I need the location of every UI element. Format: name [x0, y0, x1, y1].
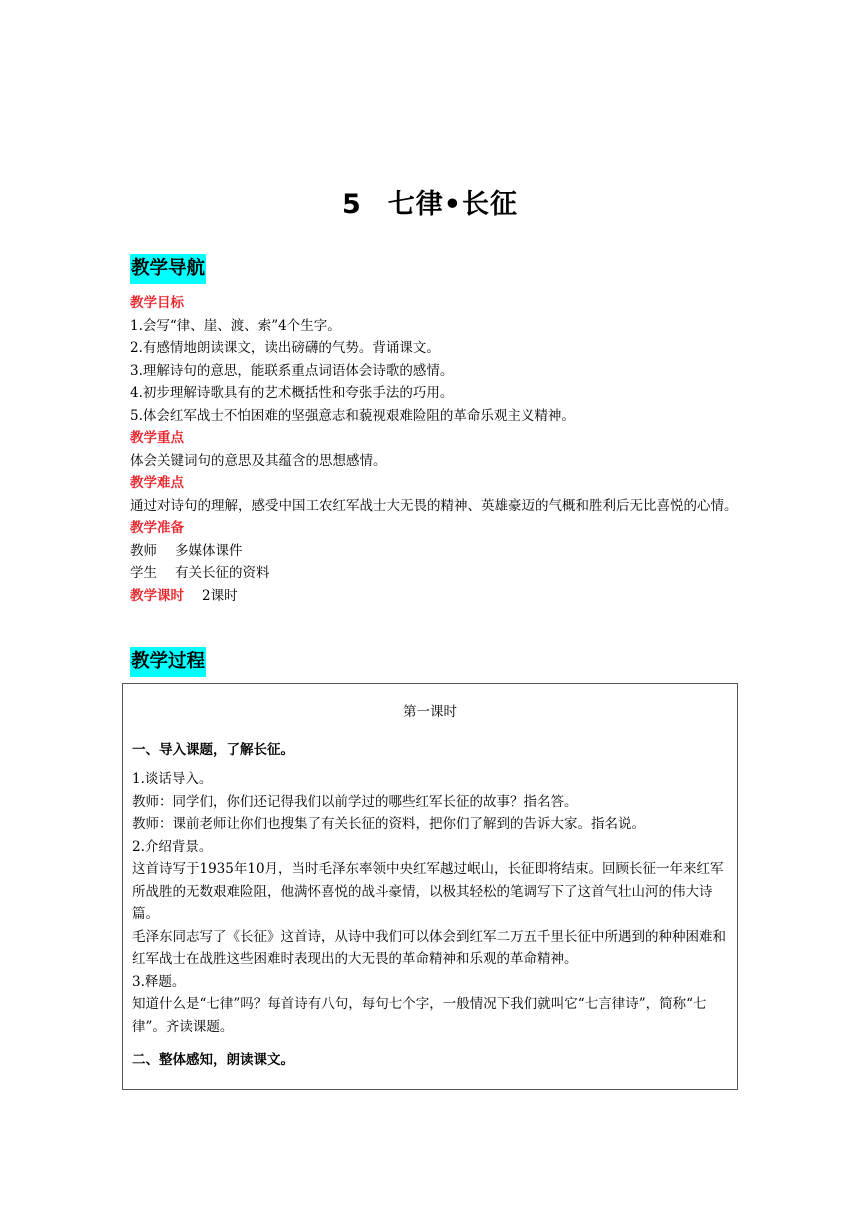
difficulty-label: 教学难点 — [130, 475, 184, 491]
part2-heading: 二、整体感知，朗读课文。 — [132, 1052, 294, 1068]
paragraph: 这首诗写于1935年10月，当时毛泽东率领中央红军越过岷山，长征即将结束。回顾长征一年来红军所战胜的无数艰难险阻，他满怀喜悦的战斗豪情，以极其轻松的笔调写下了这首气壮山河的伟大诗篇。 — [132, 861, 724, 922]
objective-item: 2.有感情地朗读课文，读出磅礴的气势。背诵课文。 — [130, 340, 440, 356]
prep-teacher — [130, 540, 740, 563]
prep-teacher-role: 教师 — [130, 542, 157, 559]
lesson-period-title: 第一课时 — [403, 704, 457, 720]
paragraph: 教师：课前老师让你们也搜集了有关长征的资料，把你们了解到的告诉大家。指名说。 — [132, 816, 645, 832]
hours-label: 教学课时 — [130, 587, 184, 604]
section-heading-process: 教学过程 — [130, 647, 206, 677]
objective-item: 5.体会红军战士不怕困难的坚强意志和藐视艰难险阻的革命乐观主义精神。 — [130, 407, 575, 424]
objective-item: 3.理解诗句的意思，能联系重点词语体会诗歌的感情。 — [130, 362, 454, 379]
section-heading-guide: 教学导航 — [130, 254, 206, 284]
prep-student-role: 学生 — [130, 565, 157, 581]
part1-heading: 一、导入课题，了解长征。 — [132, 742, 294, 758]
paragraph: 2.介绍背景。 — [132, 838, 213, 855]
paragraph: 知道什么是“七律”吗？每首诗有八句，每句七个字，一般情况下我们就叫它“七言律诗”，简称“七律”。齐读课题。 — [132, 996, 707, 1035]
guide-section — [130, 292, 740, 607]
paragraph: 1.谈话导入。 — [132, 771, 213, 787]
objective-item: 4.初步理解诗歌具有的艺术概括性和夸张手法的巧用。 — [130, 385, 454, 401]
prep-student — [130, 562, 740, 585]
lesson-title: 七律•长征 — [387, 189, 519, 220]
lesson-number: 5 — [341, 189, 362, 220]
prep-student-item: 有关长征的资料 — [175, 565, 270, 581]
key-text: 体会关键词句的意思及其蕴含的思想感情。 — [130, 452, 387, 469]
prep-teacher-item: 多媒体课件 — [175, 542, 243, 559]
hours-value: 2课时 — [202, 587, 238, 604]
prep-label: 教学准备 — [130, 520, 184, 536]
paragraph: 3.释题。 — [132, 973, 186, 990]
paragraph: 毛泽东同志写了《长征》这首诗，从诗中我们可以体会到红军二万五千里长征中所遇到的种种困难和红军战士在战胜这些困难时表现出的大无畏的革命精神和乐观的革命精神。 — [132, 928, 726, 967]
objectives-label: 教学目标 — [130, 295, 184, 311]
difficulty-text: 通过对诗句的理解，感受中国工农红军战士大无畏的精神、英雄豪迈的气概和胜利后无比喜悦的心情。 — [130, 497, 738, 514]
hours-row — [130, 585, 740, 608]
key-label: 教学重点 — [130, 430, 184, 446]
objective-item: 1.会写“律、崖、渡、索”4个生字。 — [130, 317, 341, 334]
page-title — [0, 182, 860, 221]
paragraph: 教师：同学们，你们还记得我们以前学过的哪些红军长征的故事？指名答。 — [132, 793, 578, 810]
lesson-plan-box — [122, 683, 738, 1090]
